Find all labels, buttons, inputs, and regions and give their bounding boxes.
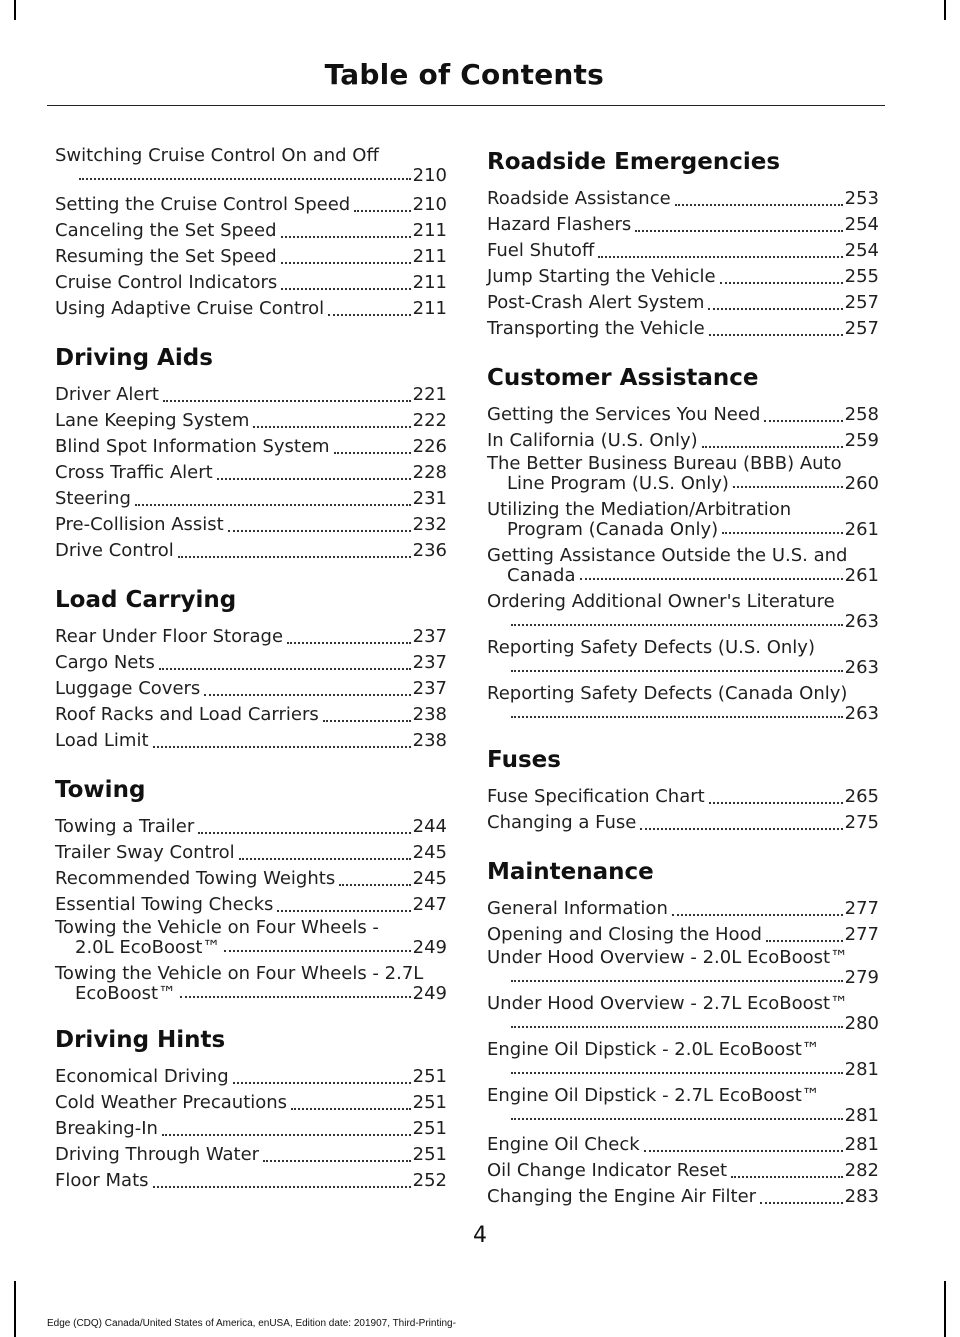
toc-entry-continuation bbox=[55, 984, 447, 1004]
dot-leader bbox=[764, 410, 842, 422]
dot-leader bbox=[79, 168, 411, 180]
toc-entry-continuation bbox=[487, 474, 879, 494]
dot-leader bbox=[511, 970, 843, 982]
toc-entry-title: Utilizing the Mediation/Arbitration bbox=[487, 499, 792, 520]
toc-entry-title: Transporting the Vehicle bbox=[487, 318, 705, 339]
toc-page-number: 280 bbox=[844, 1013, 879, 1034]
toc-entry-title: Under Hood Overview - 2.7L EcoBoost™ bbox=[487, 993, 849, 1014]
toc-page-number: 263 bbox=[844, 611, 879, 632]
dot-leader bbox=[228, 520, 411, 532]
toc-page-number: 254 bbox=[844, 214, 879, 235]
toc-entry[interactable] bbox=[487, 316, 879, 342]
toc-page-number: 255 bbox=[844, 266, 879, 287]
toc-entry[interactable] bbox=[487, 638, 879, 678]
toc-entry-title: Post-Crash Alert System bbox=[487, 292, 705, 313]
toc-page-number: 275 bbox=[844, 812, 879, 833]
toc-page-number: 261 bbox=[844, 519, 879, 540]
toc-entry[interactable] bbox=[487, 1040, 879, 1080]
toc-page-number: 247 bbox=[412, 894, 447, 915]
page-number: 4 bbox=[473, 1223, 487, 1248]
toc-section-heading[interactable]: Customer Assistance bbox=[487, 365, 759, 391]
toc-entry-title: Fuel Shutoff bbox=[487, 240, 595, 261]
toc-page-number: 283 bbox=[844, 1186, 879, 1207]
toc-entry-title: Roadside Assistance bbox=[487, 188, 671, 209]
toc-entry-title: Roof Racks and Load Carriers bbox=[55, 704, 319, 725]
toc-page-number: 265 bbox=[844, 786, 879, 807]
crop-mark-top-right bbox=[944, 0, 946, 20]
dot-leader bbox=[217, 468, 411, 480]
toc-page-number: 261 bbox=[844, 565, 879, 586]
toc-entry-continuation bbox=[487, 658, 879, 678]
toc-entry-continuation bbox=[55, 938, 447, 958]
toc-entry[interactable] bbox=[55, 486, 447, 512]
toc-entry-title: Lane Keeping System bbox=[55, 410, 250, 431]
dot-leader bbox=[720, 272, 843, 284]
toc-entry-title: Hazard Flashers bbox=[487, 214, 632, 235]
toc-entry-title: Engine Oil Dipstick - 2.7L EcoBoost™ bbox=[487, 1085, 820, 1106]
toc-page-number: 254 bbox=[844, 240, 879, 261]
dot-leader bbox=[644, 1140, 843, 1152]
toc-entry[interactable] bbox=[55, 460, 447, 486]
dot-leader bbox=[198, 822, 410, 834]
toc-page-number: 277 bbox=[844, 924, 879, 945]
toc-page-number: 259 bbox=[844, 430, 879, 451]
toc-section bbox=[55, 1024, 447, 1194]
toc-entry[interactable] bbox=[55, 408, 447, 434]
crop-mark-bottom-left bbox=[14, 1281, 16, 1337]
dot-leader bbox=[180, 986, 411, 998]
dot-leader bbox=[178, 546, 411, 558]
toc-page-number: 245 bbox=[412, 868, 447, 889]
toc-section-heading[interactable]: Roadside Emergencies bbox=[487, 149, 781, 175]
toc-entry-title: Towing the Vehicle on Four Wheels - bbox=[55, 917, 379, 938]
toc-entry-title-cont: Line Program (U.S. Only) bbox=[507, 473, 729, 494]
toc-entry[interactable] bbox=[55, 964, 447, 1004]
dot-leader bbox=[675, 194, 843, 206]
toc-entry[interactable] bbox=[55, 512, 447, 538]
dot-leader bbox=[511, 614, 843, 626]
toc-entry[interactable] bbox=[55, 866, 447, 892]
toc-entry[interactable] bbox=[487, 186, 879, 212]
toc-entry-continuation bbox=[487, 968, 879, 988]
toc-section-heading[interactable]: Load Carrying bbox=[55, 587, 237, 613]
toc-entry-continuation bbox=[487, 1060, 879, 1080]
toc-page-number: 281 bbox=[844, 1059, 879, 1080]
toc-entry-title: Towing a Trailer bbox=[55, 816, 195, 837]
dot-leader bbox=[204, 684, 410, 696]
toc-entry[interactable] bbox=[55, 146, 447, 186]
toc-entry-title: Reporting Safety Defects (Canada Only) bbox=[487, 683, 848, 704]
toc-section bbox=[487, 856, 879, 1210]
toc-entry-title: Floor Mats bbox=[55, 1170, 149, 1191]
toc-page-number: 211 bbox=[412, 220, 447, 241]
toc-section bbox=[55, 342, 447, 564]
dot-leader bbox=[328, 304, 411, 316]
toc-page-number: 210 bbox=[412, 165, 447, 186]
toc-entry-title: Driving Through Water bbox=[55, 1144, 260, 1165]
toc-entry-title: Breaking-In bbox=[55, 1118, 158, 1139]
dot-leader bbox=[731, 1166, 843, 1178]
toc-page-number: 279 bbox=[844, 967, 879, 988]
dot-leader bbox=[153, 736, 411, 748]
dot-leader bbox=[239, 848, 411, 860]
toc-entry-title: Engine Oil Check bbox=[487, 1134, 640, 1155]
toc-entry[interactable] bbox=[487, 454, 879, 494]
toc-entry[interactable] bbox=[55, 840, 447, 866]
toc-entry-continuation bbox=[487, 612, 879, 632]
toc-page-number: 249 bbox=[412, 937, 447, 958]
toc-entry-continuation bbox=[55, 166, 447, 186]
toc-entry[interactable] bbox=[487, 994, 879, 1034]
toc-page-number: 226 bbox=[412, 436, 447, 457]
toc-entry[interactable] bbox=[55, 918, 447, 958]
toc-page-number: 232 bbox=[412, 514, 447, 535]
crop-mark-bottom-right bbox=[944, 1281, 946, 1337]
toc-entry-title: Under Hood Overview - 2.0L EcoBoost™ bbox=[487, 947, 849, 968]
toc-entry-title: Getting Assistance Outside the U.S. and bbox=[487, 545, 848, 566]
toc-page-number: 281 bbox=[844, 1105, 879, 1126]
toc-entry-title: Rear Under Floor Storage bbox=[55, 626, 284, 647]
toc-entry[interactable] bbox=[55, 270, 447, 296]
toc-entry[interactable] bbox=[55, 1142, 447, 1168]
toc-entry[interactable] bbox=[55, 892, 447, 918]
footer-edition-text: Edge (CDQ) Canada/United States of America, enUSA, Edition date: 201907, Third-Printing- bbox=[47, 1318, 456, 1329]
toc-entry[interactable] bbox=[487, 212, 879, 238]
toc-entry[interactable] bbox=[487, 1158, 879, 1184]
toc-entry[interactable] bbox=[487, 264, 879, 290]
toc-page-number: 231 bbox=[412, 488, 447, 509]
toc-page-number: 236 bbox=[412, 540, 447, 561]
dot-leader bbox=[635, 220, 842, 232]
dot-leader bbox=[323, 710, 411, 722]
dot-leader bbox=[224, 940, 410, 952]
toc-entry[interactable] bbox=[487, 896, 879, 922]
toc-entry[interactable] bbox=[55, 1090, 447, 1116]
toc-entry[interactable] bbox=[55, 676, 447, 702]
toc-entry[interactable] bbox=[487, 784, 879, 810]
toc-entry[interactable] bbox=[487, 922, 879, 948]
toc-entry-title: Steering bbox=[55, 488, 131, 509]
dot-leader bbox=[511, 1108, 843, 1120]
toc-entry[interactable] bbox=[55, 702, 447, 728]
toc-entry-title: Essential Towing Checks bbox=[55, 894, 274, 915]
toc-page-number: 251 bbox=[412, 1118, 447, 1139]
toc-entry-title-cont: Program (Canada Only) bbox=[507, 519, 719, 540]
toc-entry[interactable] bbox=[487, 500, 879, 540]
toc-entry-title: Driver Alert bbox=[55, 384, 159, 405]
dot-leader bbox=[281, 226, 411, 238]
toc-entry[interactable] bbox=[487, 290, 879, 316]
toc-entry-title: Ordering Additional Owner's Literature bbox=[487, 591, 835, 612]
toc-page-number: 282 bbox=[844, 1160, 879, 1181]
toc-entry[interactable] bbox=[55, 650, 447, 676]
toc-entry[interactable] bbox=[55, 382, 447, 408]
toc-section-heading[interactable]: Driving Aids bbox=[55, 345, 213, 371]
toc-page-number: 251 bbox=[412, 1144, 447, 1165]
toc-entry-title: Blind Spot Information System bbox=[55, 436, 330, 457]
toc-entry[interactable] bbox=[55, 1116, 447, 1142]
toc-entry[interactable] bbox=[55, 244, 447, 270]
toc-entry-title: Pre-Collision Assist bbox=[55, 514, 224, 535]
dot-leader bbox=[354, 200, 410, 212]
toc-entry[interactable] bbox=[487, 402, 879, 428]
header-divider bbox=[47, 105, 885, 106]
toc-page-number: 221 bbox=[412, 384, 447, 405]
toc-page-number: 281 bbox=[844, 1134, 879, 1155]
dot-leader bbox=[702, 436, 843, 448]
toc-page-number: 244 bbox=[412, 816, 447, 837]
toc-entry-title: Reporting Safety Defects (U.S. Only) bbox=[487, 637, 815, 658]
toc-entry-title: General Information bbox=[487, 898, 668, 919]
toc-entry[interactable] bbox=[55, 538, 447, 564]
dot-leader bbox=[511, 1016, 843, 1028]
toc-entry-title: Cruise Control Indicators bbox=[55, 272, 278, 293]
dot-leader bbox=[253, 416, 410, 428]
toc-entry[interactable] bbox=[487, 684, 879, 724]
toc-entry-title: Cargo Nets bbox=[55, 652, 155, 673]
dot-leader bbox=[281, 252, 411, 264]
toc-page-number: 245 bbox=[412, 842, 447, 863]
toc-page-number: 249 bbox=[412, 983, 447, 1004]
toc-section-heading[interactable]: Fuses bbox=[487, 747, 561, 773]
toc-page-number: 238 bbox=[412, 704, 447, 725]
toc-page-number: 237 bbox=[412, 678, 447, 699]
toc-page-number: 228 bbox=[412, 462, 447, 483]
dot-leader bbox=[287, 632, 411, 644]
toc-entry-title: Engine Oil Dipstick - 2.0L EcoBoost™ bbox=[487, 1039, 820, 1060]
toc-page-number: 222 bbox=[412, 410, 447, 431]
toc-page-number: 210 bbox=[412, 194, 447, 215]
dot-leader bbox=[511, 706, 843, 718]
toc-entry-title: In California (U.S. Only) bbox=[487, 430, 698, 451]
toc-entry[interactable] bbox=[487, 948, 879, 988]
toc-entry-continuation bbox=[487, 1106, 879, 1126]
toc-section-heading[interactable]: Towing bbox=[55, 777, 146, 803]
toc-entry[interactable] bbox=[487, 238, 879, 264]
toc-entry[interactable] bbox=[487, 1184, 879, 1210]
toc-page-number: 277 bbox=[844, 898, 879, 919]
toc-entry[interactable] bbox=[55, 218, 447, 244]
toc-entry-title: Canceling the Set Speed bbox=[55, 220, 277, 241]
toc-section bbox=[55, 774, 447, 1004]
toc-entry-title: Load Limit bbox=[55, 730, 149, 751]
toc-section-heading[interactable]: Driving Hints bbox=[55, 1027, 226, 1053]
toc-right-column bbox=[487, 146, 879, 1230]
toc-entry-continuation bbox=[487, 566, 879, 586]
toc-entry[interactable] bbox=[55, 296, 447, 322]
dot-leader bbox=[511, 1062, 843, 1074]
dot-leader bbox=[511, 660, 843, 672]
toc-entry-title: Using Adaptive Cruise Control bbox=[55, 298, 325, 319]
dot-leader bbox=[334, 442, 411, 454]
toc-entry[interactable] bbox=[55, 1168, 447, 1194]
dot-leader bbox=[672, 904, 843, 916]
dot-leader bbox=[291, 1098, 411, 1110]
dot-leader bbox=[598, 246, 842, 258]
toc-page-number: 237 bbox=[412, 626, 447, 647]
toc-entry-title: Getting the Services You Need bbox=[487, 404, 761, 425]
toc-page-number: 263 bbox=[844, 703, 879, 724]
dot-leader bbox=[277, 900, 410, 912]
dot-leader bbox=[733, 476, 843, 488]
toc-entry-title: Cross Traffic Alert bbox=[55, 462, 213, 483]
dot-leader bbox=[233, 1072, 411, 1084]
toc-entry-title: Resuming the Set Speed bbox=[55, 246, 277, 267]
toc-entry-title: Jump Starting the Vehicle bbox=[487, 266, 716, 287]
toc-entry-continuation bbox=[487, 704, 879, 724]
dot-leader bbox=[640, 818, 842, 830]
page-title: Table of Contents bbox=[324, 58, 604, 91]
toc-page-number: 253 bbox=[844, 188, 879, 209]
toc-page-number: 211 bbox=[412, 272, 447, 293]
toc-page-number: 237 bbox=[412, 652, 447, 673]
toc-entry-continuation bbox=[487, 520, 879, 540]
toc-section-heading[interactable]: Maintenance bbox=[487, 859, 654, 885]
toc-entry[interactable] bbox=[487, 1132, 879, 1158]
toc-entry-title: The Better Business Bureau (BBB) Auto bbox=[487, 453, 842, 474]
dot-leader bbox=[339, 874, 410, 886]
toc-page-number: 238 bbox=[412, 730, 447, 751]
dot-leader bbox=[722, 522, 842, 534]
toc-entry-title: Economical Driving bbox=[55, 1066, 229, 1087]
dot-leader bbox=[760, 1192, 843, 1204]
dot-leader bbox=[281, 278, 410, 290]
toc-page-number: 211 bbox=[412, 246, 447, 267]
toc-entry-title: Fuse Specification Chart bbox=[487, 786, 705, 807]
dot-leader bbox=[135, 494, 411, 506]
dot-leader bbox=[766, 930, 843, 942]
toc-page-number: 211 bbox=[412, 298, 447, 319]
toc-entry[interactable] bbox=[55, 624, 447, 650]
toc-entry[interactable] bbox=[55, 192, 447, 218]
toc-entry[interactable] bbox=[487, 428, 879, 454]
dot-leader bbox=[263, 1150, 411, 1162]
toc-entry-title-cont: Canada bbox=[507, 565, 576, 586]
toc-section-continued bbox=[55, 146, 447, 322]
toc-entry[interactable] bbox=[487, 546, 879, 586]
toc-entry-title: Recommended Towing Weights bbox=[55, 868, 336, 889]
dot-leader bbox=[708, 298, 842, 310]
toc-entry-title: Towing the Vehicle on Four Wheels - 2.7L bbox=[55, 963, 424, 984]
toc-page-number: 260 bbox=[844, 473, 879, 494]
toc-entry-continuation bbox=[487, 1014, 879, 1034]
toc-entry[interactable] bbox=[55, 814, 447, 840]
toc-page-number: 263 bbox=[844, 657, 879, 678]
toc-page-number: 252 bbox=[412, 1170, 447, 1191]
toc-entry-title: Changing the Engine Air Filter bbox=[487, 1186, 757, 1207]
dot-leader bbox=[153, 1176, 411, 1188]
toc-entry-title: Oil Change Indicator Reset bbox=[487, 1160, 728, 1181]
dot-leader bbox=[580, 568, 843, 580]
toc-entry[interactable] bbox=[487, 592, 879, 632]
toc-entry[interactable] bbox=[55, 1064, 447, 1090]
toc-section bbox=[487, 146, 879, 342]
toc-entry-title-cont: 2.0L EcoBoost™ bbox=[75, 937, 221, 958]
dot-leader bbox=[163, 390, 411, 402]
toc-entry-title: Opening and Closing the Hood bbox=[487, 924, 762, 945]
toc-entry[interactable] bbox=[55, 434, 447, 460]
toc-entry[interactable] bbox=[487, 810, 879, 836]
toc-entry-title-cont: EcoBoost™ bbox=[75, 983, 177, 1004]
toc-entry-title: Changing a Fuse bbox=[487, 812, 637, 833]
dot-leader bbox=[709, 792, 843, 804]
toc-entry[interactable] bbox=[487, 1086, 879, 1126]
dot-leader bbox=[159, 658, 411, 670]
toc-entry-title: Trailer Sway Control bbox=[55, 842, 235, 863]
toc-section bbox=[55, 584, 447, 754]
toc-entry-title: Cold Weather Precautions bbox=[55, 1092, 288, 1113]
toc-entry-title: Drive Control bbox=[55, 540, 174, 561]
toc-page-number: 257 bbox=[844, 318, 879, 339]
toc-entry-title: Luggage Covers bbox=[55, 678, 201, 699]
toc-entry-title: Switching Cruise Control On and Off bbox=[55, 145, 379, 166]
toc-left-column bbox=[55, 146, 447, 1214]
dot-leader bbox=[709, 324, 843, 336]
toc-entry-title: Setting the Cruise Control Speed bbox=[55, 194, 351, 215]
toc-section bbox=[487, 362, 879, 724]
toc-section bbox=[487, 744, 879, 836]
dot-leader bbox=[162, 1124, 411, 1136]
toc-page-number: 251 bbox=[412, 1092, 447, 1113]
toc-page-number: 257 bbox=[844, 292, 879, 313]
toc-page-number: 251 bbox=[412, 1066, 447, 1087]
crop-mark-top-left bbox=[14, 0, 16, 20]
toc-page-number: 258 bbox=[844, 404, 879, 425]
toc-entry[interactable] bbox=[55, 728, 447, 754]
